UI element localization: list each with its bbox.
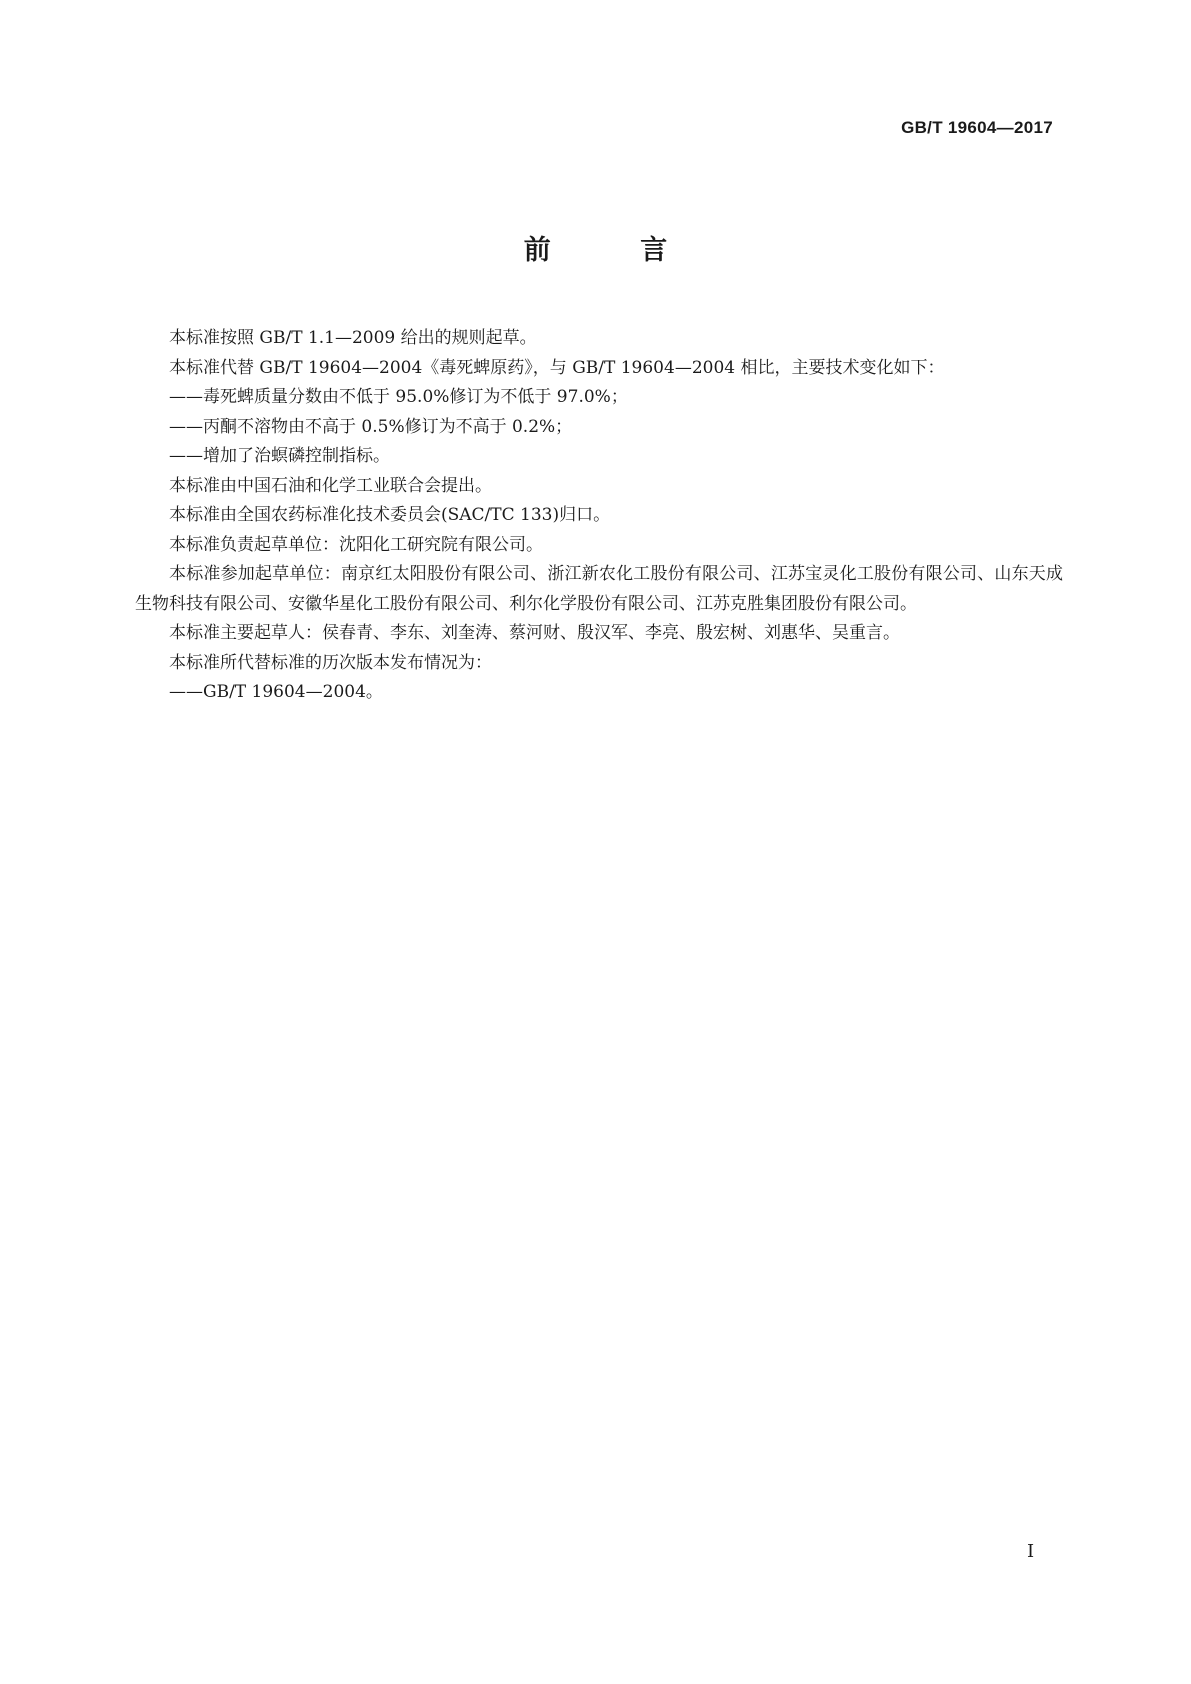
change-item-2: ——丙酮不溶物由不高于 0.5%修订为不高于 0.2%； xyxy=(169,416,573,437)
page-title: 前 言 xyxy=(523,235,708,266)
standard-number: GB/T 19604—2017 xyxy=(901,118,1053,137)
change-item-3: ——增加了治螟磷控制指标。 xyxy=(169,446,390,466)
paragraph-participating-drafters: 本标准参加起草单位：南京红太阳股份有限公司、浙江新农化工股份有限公司、江苏宝灵化工股份有限公司、山东天成生物科技有限公司、安徽华星化工股份有限公司、利尔化学股份有限公司、江苏克胜集团股份有限公司。 xyxy=(135,564,1063,614)
previous-edition-item: ——GB/T 19604—2004。 xyxy=(169,682,383,702)
paragraph-centralized-by: 本标准由全国农药标准化技术委员会(SAC/TC 133)归口。 xyxy=(169,505,611,525)
paragraph-previous-editions: 本标准所代替标准的历次版本发布情况为： xyxy=(169,652,492,673)
page-number: I xyxy=(1027,1541,1035,1562)
paragraph-replaces: 本标准代替 GB/T 19604—2004《毒死蜱原药》，与 GB/T 19604—2004 相比，主要技术变化如下： xyxy=(169,357,945,378)
paragraph-proposed-by: 本标准由中国石油和化学工业联合会提出。 xyxy=(169,475,492,496)
change-item-1: ——毒死蜱质量分数由不低于 95.0%修订为不低于 97.0%； xyxy=(169,387,628,407)
paragraph-responsible-drafter: 本标准负责起草单位：沈阳化工研究院有限公司。 xyxy=(169,534,543,555)
foreword-body xyxy=(135,324,1063,708)
paragraph-main-drafters: 本标准主要起草人：侯春青、李东、刘奎涛、蔡河财、殷汉军、李亮、殷宏树、刘惠华、吴重言。 xyxy=(169,623,900,643)
paragraph-drafting-rules: 本标准按照 GB/T 1.1—2009 给出的规则起草。 xyxy=(169,328,537,348)
